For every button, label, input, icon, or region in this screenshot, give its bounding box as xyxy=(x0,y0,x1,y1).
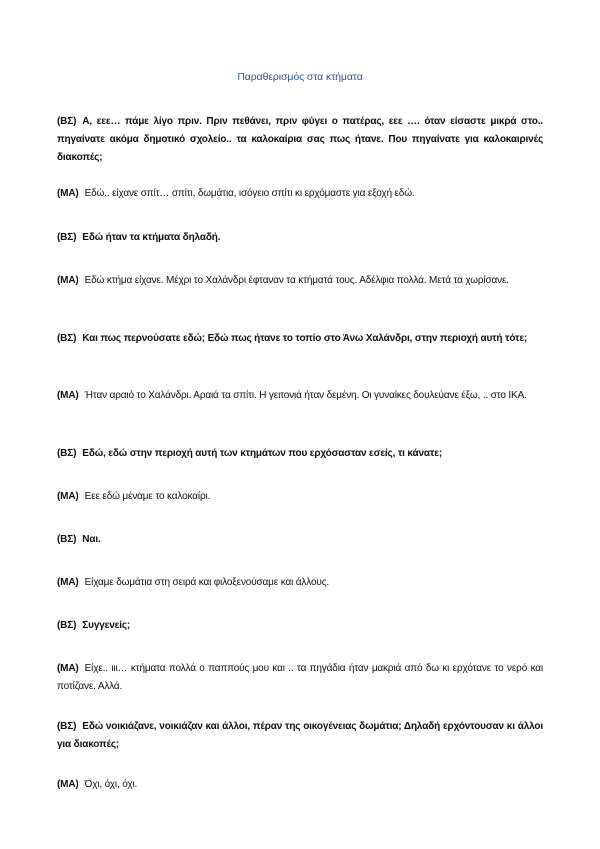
speaker-label: (ΒΣ) xyxy=(57,534,77,545)
paragraph-question xyxy=(57,531,543,549)
paragraph-text: Εεε εδώ μέναμε το καλοκαίρι. xyxy=(84,491,211,502)
speaker-label: (ΜΑ) xyxy=(57,275,79,286)
paragraph-question xyxy=(57,718,543,754)
paragraph-answer xyxy=(57,185,543,203)
paragraph-answer xyxy=(57,272,543,290)
paragraph-question xyxy=(57,330,543,348)
paragraph-text: Όχι, όχι, όχι. xyxy=(84,779,138,790)
paragraph-text: Συγγενείς; xyxy=(82,620,131,631)
speaker-label: (ΜΑ) xyxy=(57,779,79,790)
speaker-label: (ΒΣ) xyxy=(57,620,77,631)
paragraph-answer xyxy=(57,387,543,405)
paragraph-answer xyxy=(57,488,543,506)
paragraph-answer xyxy=(57,660,543,696)
paragraph-text: Είχαμε δωμάτια στη σειρά και φιλοξενούσαμε και άλλους. xyxy=(84,577,329,588)
speaker-label: (ΒΣ) xyxy=(57,448,77,459)
speaker-label: (ΜΑ) xyxy=(57,663,79,674)
paragraph-text: Ήταν αραιό το Χαλάνδρι. Αραιά τα σπίτι. Η γειτονιά ήταν δεμένη. Οι γυναίκες δουλεύανε έξω, .. στο ΙΚΑ. xyxy=(84,390,527,401)
speaker-label: (ΜΑ) xyxy=(57,390,79,401)
speaker-label: (ΜΑ) xyxy=(57,188,79,199)
paragraph-answer xyxy=(57,574,543,592)
paragraph-answer xyxy=(57,776,543,794)
paragraph-text: Είχε.. ιιι… κτήματα πολλά ο παππούς μου και .. τα πηγάδια ήταν μακριά από δω κι ερχότανε το νερό και ποτίζανε. Αλλά. xyxy=(57,663,543,692)
speaker-label: (ΒΣ) xyxy=(57,333,77,344)
paragraph-text: Και πως περνούσατε εδώ; Εδώ πως ήτανε το τοπίο στο Άνω Χαλάνδρι, στην περιοχή αυτή τότε; xyxy=(82,333,528,344)
paragraph-text: Εδώ.. είχανε σπίτ… σπίτι, δωμάτια, ισόγειο σπίτι κι ερχόμαστε για εξοχή εδώ. xyxy=(84,188,415,199)
paragraph-question xyxy=(57,113,543,167)
speaker-label: (ΒΣ) xyxy=(57,232,77,243)
paragraph-question xyxy=(57,229,543,247)
paragraph-question xyxy=(57,445,543,463)
speaker-label: (ΒΣ) xyxy=(57,721,77,732)
paragraph-text: Εδώ, εδώ στην περιοχή αυτή των κτημάτων που ερχόσασταν εσείς, τι κάνατε; xyxy=(82,448,443,459)
paragraph-text: Εδώ κτήμα είχανε. Μέχρι το Χαλάνδρι έφταναν τα κτήματά τους. Αδέλφια πολλά. Μετά τα χωρίσανε. xyxy=(84,275,509,286)
paragraph-question xyxy=(57,617,543,635)
paragraph-text: Εδώ ήταν τα κτήματα δηλαδή. xyxy=(82,232,221,243)
document-title: Παραθερισμός στα κτήματα xyxy=(237,71,363,83)
speaker-label: (ΒΣ) xyxy=(57,116,77,127)
paragraph-text: Εδώ νοικιάζανε, νοικιάζαν και άλλοι, πέραν της οικογένειας δωμάτια; Δηλαδή ερχόντουσαν κι άλλοι για διακοπές; xyxy=(57,721,543,750)
speaker-label: (ΜΑ) xyxy=(57,577,79,588)
paragraph-text: Ναι. xyxy=(82,534,101,545)
speaker-label: (ΜΑ) xyxy=(57,491,79,502)
paragraph-text: Α, εεε… πάμε λίγο πριν. Πριν πεθάνει, πριν φύγει ο πατέρας, εεε …. όταν είσαστε μικρά στο.. πηγαίνατε ακόμα δημοτικό σχολείο.. τα καλοκαίρια σας πως ήτανε. Που πηγαίνατε για καλοκαιρινές διακοπές; xyxy=(57,116,543,163)
